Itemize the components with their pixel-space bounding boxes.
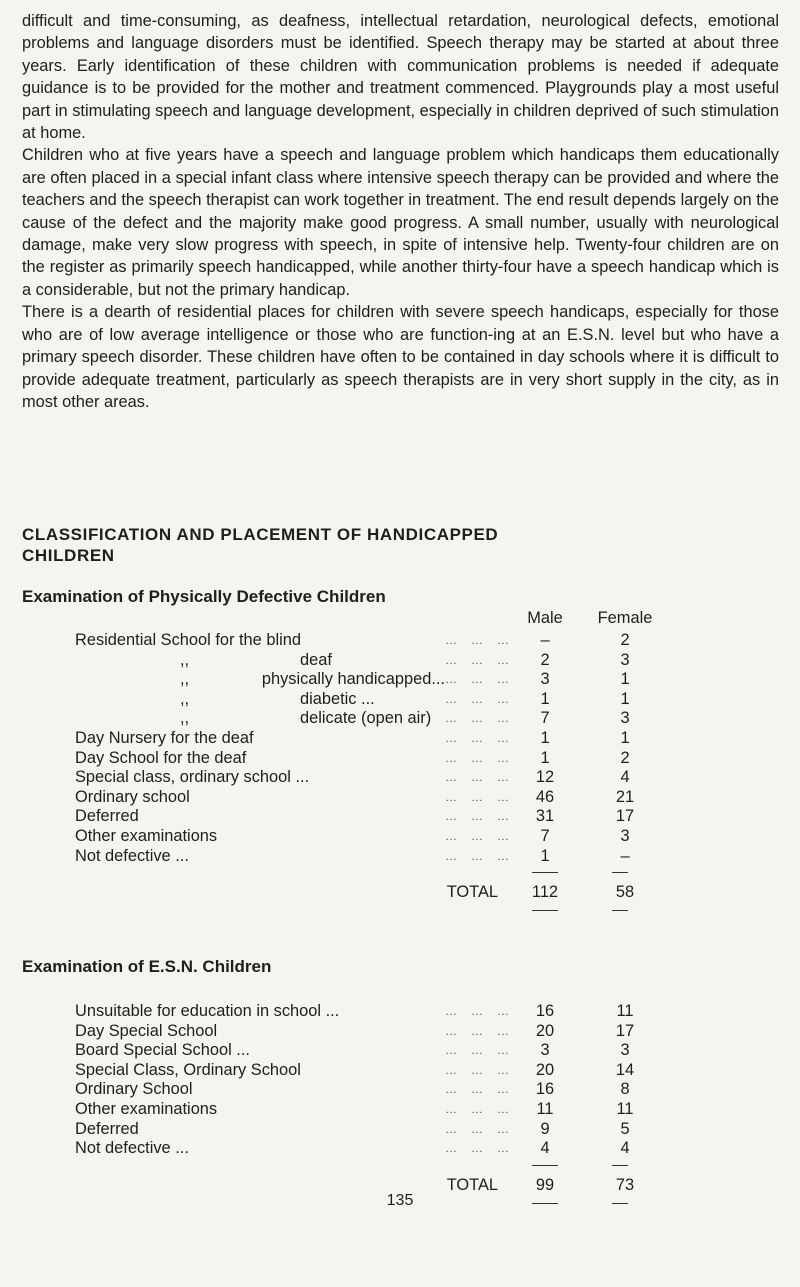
female-value: –: [620, 846, 630, 865]
spacer: [75, 904, 510, 918]
esn-table-title: Examination of E.S.N. Children: [22, 957, 272, 976]
table-row: [75, 1080, 670, 1100]
table-row: [75, 729, 670, 749]
female-value: 11: [616, 1002, 634, 1020]
page-number: 135: [386, 1192, 414, 1209]
female-value: 2: [620, 631, 630, 649]
row-label: Ordinary School: [75, 1080, 193, 1099]
male-value: 1: [540, 846, 550, 865]
ditto-mark: ,,: [180, 670, 190, 689]
row-label-cell: [75, 1002, 510, 1022]
total-rule: [75, 904, 670, 918]
table-row: [75, 690, 670, 710]
spacer: [75, 1159, 510, 1173]
female-value: 4: [620, 768, 630, 787]
male-value: 2: [540, 650, 550, 669]
table-row: [75, 788, 670, 808]
female-value: 1: [620, 670, 630, 689]
leader-dots: … … …: [445, 770, 510, 785]
table-row: [75, 1100, 670, 1120]
table-row: [75, 651, 670, 671]
table-row: [75, 670, 670, 690]
leader-dots: … … …: [445, 691, 510, 706]
total-rule: [75, 866, 670, 880]
table-row: [75, 847, 670, 867]
spacer: [75, 866, 510, 880]
total-rule: [75, 1159, 670, 1173]
male-value: 7: [540, 826, 550, 845]
row-label-cell: [75, 1120, 510, 1140]
male-value: 9: [540, 1119, 550, 1138]
total-female: 73: [615, 1175, 635, 1194]
row-label-cell: [75, 1139, 510, 1159]
leader-dots: … … …: [445, 1082, 510, 1097]
table-row: [75, 1022, 670, 1042]
female-value: 2: [620, 748, 630, 767]
female-value: 3: [620, 650, 630, 669]
female-value: 3: [620, 1041, 630, 1060]
leader-dots: … … …: [445, 848, 510, 863]
row-label-cell: [75, 788, 510, 808]
rule-line: [532, 910, 558, 918]
physical-table: [75, 609, 670, 918]
table-row: [75, 1041, 670, 1061]
row-label: diabetic ...: [300, 689, 375, 708]
row-label: Day School for the deaf: [75, 748, 247, 767]
female-value: 1: [620, 689, 630, 708]
rule-line: [532, 1165, 558, 1173]
female-value: 3: [620, 709, 630, 728]
heading-line: CLASSIFICATION AND PLACEMENT OF HANDICAPPED: [22, 525, 499, 544]
row-label-cell: [75, 827, 510, 847]
section-heading: [22, 524, 498, 566]
male-value: 20: [535, 1060, 555, 1079]
row-label-cell: [75, 1061, 510, 1081]
row-label-cell: [75, 1022, 510, 1042]
male-value: 16: [535, 1080, 555, 1099]
body-text: [22, 10, 779, 413]
table-row: [75, 1002, 670, 1022]
table-header: [75, 609, 670, 631]
row-label-cell: [75, 1080, 510, 1100]
table-row: [75, 768, 670, 788]
leader-dots: … … …: [445, 730, 510, 745]
table-row: [75, 827, 670, 847]
ditto-mark: ,,: [180, 709, 190, 728]
heading-line: CHILDREN: [22, 546, 115, 565]
female-value: 4: [620, 1139, 630, 1158]
paragraph: There is a dearth of residential places for children with severe speech handicaps, especially for those who are of low average intelligence or those who are function-ing at an E.S.N. level but who have a primary speech disorder. These children have often to be contained in day schools where it is difficult to provide adequate treatment, particularly as speech therapists are in very short supply in the city, as in most other areas.: [22, 303, 779, 411]
leader-dots: … … …: [445, 1004, 510, 1018]
paragraph: difficult and time-consuming, as deafness, intellectual retardation, neurological defects, emotional problems and language disorders must be identified. Speech therapy may be started at about three years. Early identification of these children with communication problems is needed if adequate guidance is to be provided for the mother and treatment commenced. Playgrounds play a most useful part in stimulating speech and language development, especially in children deprived of such stimulation at home.: [22, 12, 779, 143]
esn-table: [75, 1002, 670, 1211]
female-value: 14: [615, 1060, 635, 1079]
row-label: Not defective ...: [75, 1139, 189, 1158]
leader-dots: … … …: [445, 652, 510, 667]
row-label-cell: [75, 690, 510, 710]
row-label-cell: [75, 1100, 510, 1120]
row-label: Special class, ordinary school ...: [75, 768, 310, 787]
table-row: [75, 749, 670, 769]
female-value: 1: [620, 728, 630, 747]
table-row: [75, 631, 670, 651]
table-row: [75, 1120, 670, 1140]
table-row: [75, 1139, 670, 1159]
female-value: 8: [620, 1080, 630, 1099]
leader-dots: … … …: [445, 828, 510, 843]
row-label-cell: [75, 1041, 510, 1061]
female-value: 17: [615, 1021, 635, 1040]
leader-dots: … … …: [445, 672, 510, 687]
female-value: 3: [620, 826, 630, 845]
row-label: Other examinations: [75, 1099, 218, 1118]
row-label: Day Special School: [75, 1021, 218, 1040]
male-value: 7: [540, 709, 550, 728]
leader-dots: … … …: [445, 711, 510, 726]
leader-dots: … … …: [445, 1101, 510, 1116]
table-row: [75, 1061, 670, 1081]
total-male: 112: [531, 883, 559, 902]
leader-dots: … … …: [445, 1121, 510, 1136]
total-label-cell: [75, 880, 510, 904]
col-female: Female: [597, 609, 653, 627]
row-label: Deferred: [75, 1119, 139, 1138]
row-label: Other examinations: [75, 826, 218, 845]
ditto-mark: ,,: [180, 689, 190, 708]
male-value: 1: [540, 689, 550, 708]
male-value: 3: [540, 670, 550, 689]
row-label: Unsuitable for education in school ...: [75, 1002, 340, 1020]
male-value: 16: [535, 1002, 555, 1020]
row-label-cell: [75, 768, 510, 788]
leader-dots: … … …: [445, 1023, 510, 1038]
row-label: Ordinary school: [75, 787, 190, 806]
row-label: Board Special School ...: [75, 1041, 250, 1060]
row-label-cell: [75, 729, 510, 749]
row-label: Day Nursery for the deaf: [75, 728, 254, 747]
row-label-cell: [75, 749, 510, 769]
row-label-cell: [75, 847, 510, 867]
male-value: –: [540, 631, 550, 649]
row-label: Special Class, Ordinary School: [75, 1060, 301, 1079]
row-label-cell: [75, 631, 510, 651]
row-label: physically handicapped...: [261, 670, 445, 689]
total-label: TOTAL: [446, 1175, 498, 1194]
male-value: 1: [540, 728, 550, 747]
col-male: Male: [527, 609, 563, 627]
ditto-mark: ,,: [180, 650, 190, 669]
paragraph: Children who at five years have a speech and language problem which handicaps them educationally are often placed in a special infant class where intensive speech therapy can be provided and where the teachers and the speech therapist can work together in treatment. The end result depends largely on the cause of the defect and the majority make good progress. A small number, usually with neurological damage, make very slow progress with speech, in spite of intensive help. Twenty-four children are on the register as primarily speech handicapped, while another thirty-four have a speech handicap which is a considerable, but not the primary handicap.: [22, 146, 779, 299]
rule-line: [612, 910, 628, 918]
row-label: delicate (open air): [300, 709, 432, 728]
male-value: 20: [535, 1021, 555, 1040]
total-male: 99: [535, 1175, 555, 1194]
total-row: [75, 880, 670, 904]
table-row: [75, 807, 670, 827]
female-value: 21: [615, 787, 635, 806]
male-value: 12: [535, 768, 555, 787]
leader-dots: … … …: [445, 1062, 510, 1077]
male-value: 3: [540, 1041, 550, 1060]
leader-dots: … … …: [445, 633, 510, 647]
female-value: 17: [615, 807, 635, 826]
total-label: TOTAL: [446, 883, 498, 902]
physical-table-title: Examination of Physically Defective Children: [22, 587, 386, 606]
row-label: Residential School for the blind: [75, 631, 301, 649]
row-label: Not defective ...: [75, 846, 189, 865]
row-label-cell: [75, 651, 510, 671]
row-label-cell: [75, 807, 510, 827]
row-label: deaf: [300, 650, 332, 669]
rule-line: [612, 872, 628, 880]
female-value: 11: [616, 1099, 634, 1118]
total-female: 58: [615, 883, 635, 902]
rule-line: [612, 1165, 628, 1173]
table-row: [75, 709, 670, 729]
female-value: 5: [620, 1119, 630, 1138]
male-value: 1: [540, 748, 550, 767]
male-value: 31: [535, 807, 555, 826]
leader-dots: … … …: [445, 1141, 510, 1156]
male-value: 4: [540, 1139, 550, 1158]
row-label: Deferred: [75, 807, 139, 826]
leader-dots: … … …: [445, 750, 510, 765]
row-label-cell: [75, 670, 510, 690]
row-label-cell: [75, 709, 510, 729]
leader-dots: … … …: [445, 1043, 510, 1058]
leader-dots: … … …: [445, 789, 510, 804]
rule-line: [532, 872, 558, 880]
leader-dots: … … …: [445, 809, 510, 824]
male-value: 11: [536, 1099, 554, 1118]
male-value: 46: [535, 787, 555, 806]
